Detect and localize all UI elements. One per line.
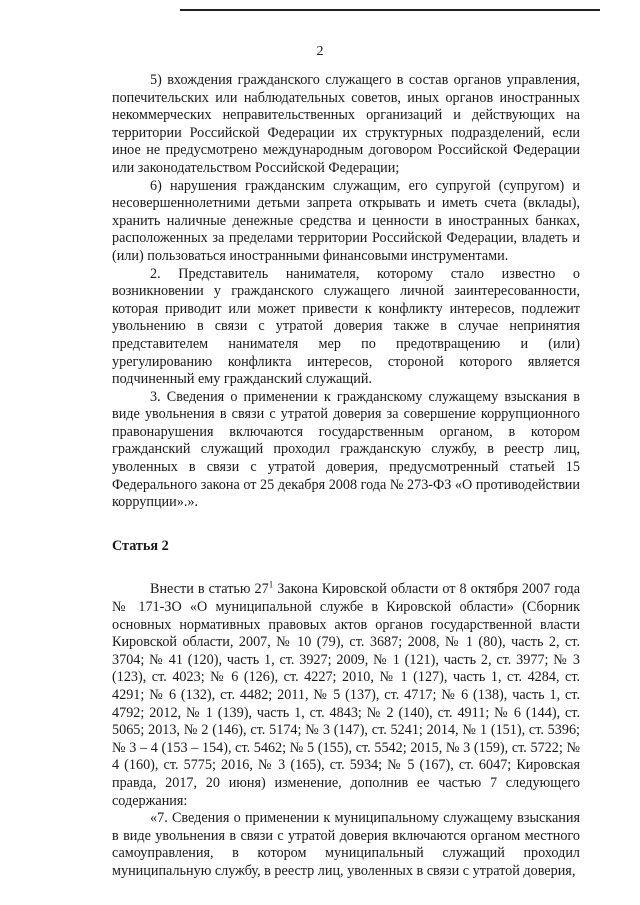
intro-text-start: Внести в статью 27: [150, 581, 269, 598]
paragraph-part-7: «7. Сведения о применении к муниципальному служащему взыскания в виде увольнения в связи с утратой доверия включаются органом местного самоуправления, в котором муниципальный служащий проходил муниципальную службу, в реестр лиц, уволенных в связи с утратой доверия,: [112, 810, 580, 879]
document-body: [112, 72, 580, 881]
paragraph-item-5: 5) вхождения гражданского служащего в состав органов управления, попечительских или наблюдательных советов, иных органов иностранных некоммерческих неправительственных организаций и действующих на территории Российской Федерации их структурных подразделений, если иное не предусмотрено международным договором Российской Федерации или законодательством Российской Федерации;: [112, 72, 580, 176]
paragraph-part-2: 2. Представитель нанимателя, которому стало известно о возникновении у гражданского служащего личной заинтересованности, которая приводит или может привести к конфликту интересов, подлежит увольнению в связи с утратой доверия также в случае непринятия представителем нанимателя мер по предотвращению и (или) урегулированию конфликта интересов, стороной которого является подчиненный ему гражданский служащий.: [112, 265, 580, 388]
intro-text-rest: Закона Кировской области от 8 октября 2007 года № 171-ЗО «О муниципальной службе в Кировской области» (Сборник основных нормативных правовых актов органов государственной власти Кировской области, 2007, № 10 (79), ст. 3687; 2008, № 1 (80), часть 2, ст. 3704; № 41 (120), часть 1, ст. 3927; 2009, № 1 (121), часть 2, ст. 3977; № 3 (123), ст. 4023; № 6 (126), ст. 4227; 2010, № 1 (127), часть 1, ст. 4284, ст. 4291; № 6 (132), ст. 4482; 2011, № 5 (137), ст. 4717; № 6 (138), часть 1, ст. 4792; 2012, № 1 (139), часть 1, ст. 4843; № 2 (140), ст. 4911; № 6 (144), ст. 5065; 2013, № 2 (146), ст. 5174; № 3 (147), ст. 5241; 2014, № 1 (151), ст. 5396; № 3 – 4 (153 – 154), ст. 5462; № 5 (155), ст. 5542; 2015, № 3 (159), ст. 5722; № 4 (160), ст. 5775; 2016, № 3 (165), ст. 5934; № 5 (167), ст. 6047; Кировская правда, 2017, 20 июня) изменение, дополнив ее частью 7 следующего содержания:: [112, 581, 580, 809]
paragraph-article-2-intro: [112, 581, 580, 810]
article-heading: Статья 2: [112, 537, 169, 554]
intro-superscript: 1: [268, 579, 274, 590]
page-number: 2: [316, 44, 324, 59]
paragraph-item-6: 6) нарушения гражданским служащим, его супругой (супругом) и несовершеннолетними детьми запрета открывать и иметь счета (вклады), хранить наличные денежные средства и ценности в иностранных банках, расположенных за пределами территории Российской Федерации, владеть и (или) пользоваться иностранными финансовыми инструментами.: [112, 177, 580, 264]
paragraph-part-3: 3. Сведения о применении к гражданскому служащему взыскания в виде увольнения в связи с утратой доверия за совершение коррупционного правонарушения включаются государственным органом, в котором гражданский служащий проходил гражданскую службу, в реестр лиц, уволенных в связи с утратой доверия, предусмотренный статьей 15 Федерального закона от 25 декабря 2008 года № 273-ФЗ «О противодействии коррупции».».: [112, 388, 580, 511]
top-rule: [180, 9, 600, 11]
